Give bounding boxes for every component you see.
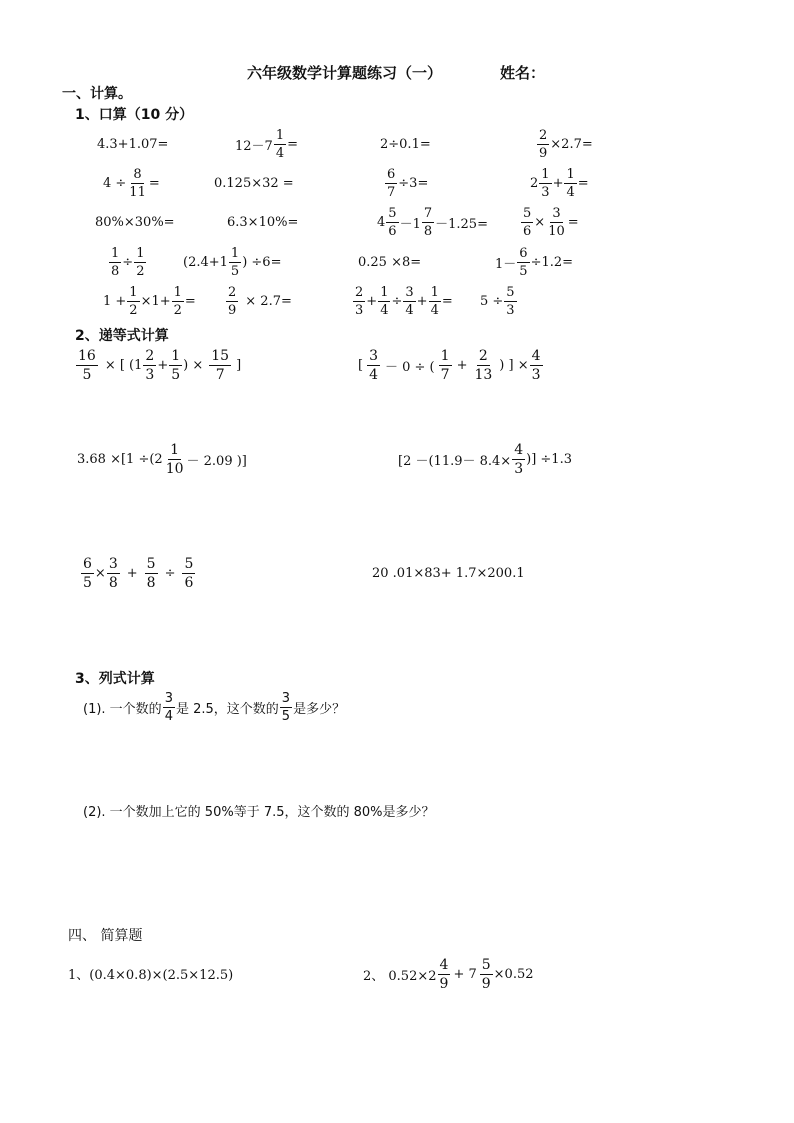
oral-r5-a bbox=[103, 281, 196, 321]
expression-text: 3 bbox=[506, 302, 515, 318]
numerator: 15 bbox=[211, 347, 230, 364]
expression-text: 5 ÷ bbox=[480, 293, 504, 309]
expression-text: 2 bbox=[539, 127, 548, 143]
stepwise-expr-3 bbox=[77, 437, 247, 481]
expression-text: × bbox=[534, 214, 546, 230]
expression-text: 3 bbox=[541, 184, 550, 200]
expression-text: 1 bbox=[566, 166, 575, 182]
oral-r4-c bbox=[358, 252, 421, 272]
expression-text: 10 bbox=[548, 223, 565, 239]
numerator: 6 bbox=[83, 555, 92, 572]
denominator: 5 bbox=[83, 574, 92, 591]
fraction bbox=[403, 286, 415, 317]
expression-text: ÷ bbox=[122, 254, 134, 270]
fraction bbox=[480, 958, 493, 991]
denominator: 4 bbox=[369, 366, 378, 383]
expression-text: 4.3+1.07= bbox=[97, 136, 169, 152]
oral-r3-d bbox=[520, 202, 579, 242]
fraction bbox=[353, 286, 365, 317]
oral-r4-d bbox=[495, 242, 573, 282]
expression-text: 4 bbox=[566, 184, 575, 200]
numerator: 4 bbox=[514, 441, 524, 458]
fraction bbox=[229, 247, 241, 278]
expression-text: 20 .01×83+ 1.7×200.1 bbox=[372, 565, 525, 581]
expression-text: = bbox=[577, 175, 589, 191]
fraction bbox=[564, 168, 576, 199]
fraction bbox=[143, 349, 156, 382]
expression-text: [2 －(11.9－ 8.4× bbox=[398, 453, 512, 469]
expression-text: ×0.52 bbox=[493, 966, 534, 982]
expression-text: ) × bbox=[183, 357, 204, 373]
simplify-problem-1 bbox=[68, 963, 233, 983]
fraction bbox=[504, 286, 516, 317]
expression-text: = bbox=[148, 175, 160, 191]
denominator: 7 bbox=[440, 366, 450, 383]
numerator: 5 bbox=[184, 555, 194, 572]
simplify-problem-2 bbox=[363, 952, 534, 996]
expression-text: 6 bbox=[387, 166, 396, 182]
expression-text: 7 bbox=[387, 184, 396, 200]
expression-text: 5 bbox=[388, 205, 397, 221]
expression-text: ×2.7= bbox=[550, 136, 593, 152]
expression-text: )] ÷1.3 bbox=[526, 451, 572, 467]
part1-heading: 1、口算（10 分） bbox=[75, 107, 194, 123]
fraction bbox=[134, 247, 146, 278]
fraction bbox=[439, 349, 452, 382]
expression-text: 2 bbox=[228, 284, 237, 300]
fraction bbox=[530, 349, 543, 382]
expression-text: 是多少？ bbox=[293, 701, 346, 717]
expression-text: 8 bbox=[111, 263, 120, 279]
expression-text: + bbox=[366, 293, 378, 309]
expression-text: 3 bbox=[552, 205, 561, 221]
fraction bbox=[367, 349, 380, 382]
oral-r4-a bbox=[108, 242, 147, 282]
fraction bbox=[164, 443, 186, 476]
oral-r5-b bbox=[225, 281, 292, 321]
section-heading-simplify: 四、 简算题 bbox=[68, 928, 143, 944]
expression-text: + bbox=[552, 175, 564, 191]
expression-text: 1 bbox=[129, 284, 138, 300]
oral-r3-a bbox=[95, 212, 175, 232]
numerator: 5 bbox=[481, 956, 491, 973]
expression-text: 1 bbox=[430, 284, 439, 300]
word-problem-1 bbox=[83, 685, 345, 729]
stepwise-expr-6 bbox=[372, 563, 525, 583]
expression-text: ÷ bbox=[391, 293, 403, 309]
expression-text: 80%×30%= bbox=[95, 214, 175, 230]
fraction bbox=[512, 443, 525, 476]
oral-r5-c bbox=[352, 281, 453, 321]
expression-text: 9 bbox=[539, 145, 548, 161]
fraction bbox=[163, 692, 175, 723]
expression-text: ) ÷6= bbox=[242, 254, 282, 270]
fraction bbox=[76, 349, 98, 382]
expression-text: 4 ÷ bbox=[103, 175, 127, 191]
expression-text: + bbox=[456, 357, 468, 373]
numerator: 2 bbox=[145, 347, 155, 364]
denominator: 5 bbox=[281, 708, 291, 724]
fraction bbox=[169, 349, 182, 382]
expression-text: × [ (1 bbox=[104, 357, 143, 373]
expression-text: (2). 一个数加上它的 50%等于 7.5，这个数的 80%是多少？ bbox=[83, 804, 435, 820]
expression-text: 12－7 bbox=[235, 138, 273, 154]
expression-text: 1 bbox=[173, 284, 182, 300]
denominator: 3 bbox=[531, 366, 541, 383]
expression-text: + bbox=[126, 565, 138, 581]
oral-r1-c bbox=[380, 134, 431, 154]
expression-text: 5 bbox=[523, 205, 532, 221]
fraction bbox=[517, 247, 529, 278]
denominator: 5 bbox=[82, 366, 92, 383]
oral-r2-b bbox=[214, 173, 294, 193]
expression-text: 4 bbox=[275, 145, 285, 161]
expression-text: 0.25 ×8= bbox=[358, 254, 422, 270]
expression-text: ) ] × bbox=[499, 357, 529, 373]
expression-text: + 7 bbox=[453, 966, 477, 982]
fraction bbox=[274, 129, 286, 160]
expression-text: 9 bbox=[228, 302, 237, 318]
expression-text: = bbox=[567, 214, 579, 230]
expression-text: + bbox=[157, 357, 169, 373]
expression-text: 1 bbox=[136, 245, 145, 261]
numerator: 3 bbox=[164, 690, 173, 706]
expression-text: 3 bbox=[405, 284, 414, 300]
expression-text: × 2.7= bbox=[245, 293, 292, 309]
name-label: 姓名： bbox=[500, 64, 546, 82]
expression-text: ÷1.2= bbox=[530, 254, 574, 270]
expression-text: 4 bbox=[405, 302, 414, 318]
numerator: 16 bbox=[78, 347, 96, 364]
section-heading-calc: 一、计算。 bbox=[62, 86, 132, 102]
denominator: 8 bbox=[108, 574, 118, 591]
expression-text: 1、(0.4×0.8)×(2.5×12.5) bbox=[68, 967, 234, 983]
expression-text: 0.125×32 = bbox=[214, 175, 294, 191]
page-title: 六年级数学计算题练习（一） bbox=[247, 64, 443, 82]
expression-text: 11 bbox=[129, 184, 146, 200]
expression-text: 1 bbox=[541, 166, 550, 182]
fraction bbox=[546, 207, 567, 238]
oral-r2-a bbox=[103, 163, 160, 203]
fraction bbox=[378, 286, 390, 317]
stepwise-expr-2 bbox=[358, 343, 544, 387]
expression-text: 6 bbox=[388, 223, 397, 239]
oral-r1-a bbox=[97, 134, 168, 154]
expression-text: 4 bbox=[377, 214, 386, 230]
fraction bbox=[422, 207, 434, 238]
expression-text: 2÷0.1= bbox=[380, 136, 431, 152]
fraction bbox=[539, 168, 551, 199]
expression-text: 8 bbox=[133, 166, 142, 182]
fraction bbox=[81, 557, 94, 590]
oral-r4-b bbox=[183, 242, 281, 282]
numerator: 3 bbox=[369, 347, 378, 364]
expression-text: 8 bbox=[423, 223, 433, 239]
word-problem-2 bbox=[83, 800, 435, 820]
fraction bbox=[385, 168, 397, 199]
expression-text: = bbox=[441, 293, 453, 309]
denominator: 7 bbox=[215, 366, 225, 383]
expression-text: 6.3×10%= bbox=[227, 214, 299, 230]
denominator: 13 bbox=[474, 366, 493, 383]
denominator: 3 bbox=[145, 366, 155, 383]
expression-text: 5 bbox=[506, 284, 515, 300]
expression-text: 2 bbox=[136, 263, 145, 279]
numerator: 4 bbox=[439, 956, 449, 973]
part3-heading: 3、列式计算 bbox=[75, 671, 155, 687]
expression-text: 2 bbox=[129, 302, 138, 318]
expression-text: － 0 ÷ ( bbox=[385, 359, 435, 375]
fraction bbox=[172, 286, 184, 317]
denominator: 5 bbox=[171, 366, 181, 383]
numerator: 1 bbox=[440, 347, 450, 364]
denominator: 10 bbox=[165, 460, 184, 477]
expression-text: 6 bbox=[523, 223, 532, 239]
denominator: 3 bbox=[514, 460, 524, 477]
fraction bbox=[226, 286, 238, 317]
fraction bbox=[537, 129, 549, 160]
denominator: 9 bbox=[481, 975, 491, 992]
oral-r1-d bbox=[536, 124, 593, 164]
numerator: 5 bbox=[146, 555, 156, 572]
expression-text: 7 bbox=[423, 205, 433, 221]
numerator: 1 bbox=[171, 347, 181, 364]
numerator: 3 bbox=[281, 690, 291, 706]
expression-text: = bbox=[184, 293, 196, 309]
expression-text: 2、 0.52×2 bbox=[363, 968, 437, 984]
stepwise-expr-1 bbox=[75, 343, 241, 387]
fraction bbox=[386, 207, 398, 238]
fraction bbox=[472, 349, 494, 382]
expression-text: = bbox=[287, 136, 299, 152]
fraction bbox=[127, 168, 148, 199]
expression-text: 4 bbox=[430, 302, 439, 318]
fraction bbox=[182, 557, 195, 590]
oral-r2-d bbox=[530, 163, 589, 203]
expression-text: 是 2.5，这个数的 bbox=[175, 701, 279, 717]
expression-text: 3 bbox=[355, 302, 364, 318]
expression-text: 3.68 ×[1 ÷(2 bbox=[77, 451, 163, 467]
expression-text: 1 + bbox=[103, 293, 127, 309]
expression-text: ×1+ bbox=[140, 293, 171, 309]
fraction bbox=[145, 557, 158, 590]
expression-text: ÷3= bbox=[398, 175, 429, 191]
expression-text: 5 bbox=[519, 263, 528, 279]
denominator: 4 bbox=[164, 708, 173, 724]
oral-r1-b bbox=[235, 124, 298, 164]
fraction bbox=[209, 349, 231, 382]
expression-text: 2 bbox=[173, 302, 182, 318]
denominator: 6 bbox=[184, 574, 194, 591]
stepwise-expr-4 bbox=[398, 437, 572, 481]
expression-text: 1 bbox=[111, 245, 120, 261]
numerator: 2 bbox=[478, 347, 488, 364]
fraction bbox=[127, 286, 139, 317]
expression-text: －1 bbox=[399, 216, 421, 232]
expression-text: 1 bbox=[275, 127, 285, 143]
expression-text: + bbox=[416, 293, 428, 309]
numerator: 4 bbox=[531, 347, 541, 364]
expression-text: × bbox=[94, 565, 106, 581]
expression-text: 4 bbox=[380, 302, 389, 318]
numerator: 3 bbox=[108, 555, 118, 572]
oral-r3-b bbox=[227, 212, 298, 232]
expression-text: (2.4+1 bbox=[183, 254, 228, 270]
expression-text: 2 bbox=[355, 284, 364, 300]
expression-text: 5 bbox=[230, 263, 240, 279]
numerator: 1 bbox=[170, 441, 180, 458]
expression-text: 1－ bbox=[495, 256, 517, 272]
fraction bbox=[109, 247, 121, 278]
expression-text: 2 bbox=[530, 175, 539, 191]
expression-text: ÷ bbox=[164, 565, 176, 581]
fraction bbox=[429, 286, 441, 317]
fraction bbox=[521, 207, 533, 238]
part2-heading: 2、递等式计算 bbox=[75, 328, 169, 344]
fraction bbox=[280, 692, 292, 723]
expression-text: (1). 一个数的 bbox=[83, 701, 162, 717]
expression-text: － 2.09 )] bbox=[186, 453, 247, 469]
fraction bbox=[107, 557, 120, 590]
expression-text: ] bbox=[236, 357, 242, 373]
oral-r5-d bbox=[480, 281, 518, 321]
stepwise-expr-5 bbox=[80, 551, 196, 595]
fraction bbox=[438, 958, 451, 991]
expression-text: 6 bbox=[519, 245, 528, 261]
oral-r3-c bbox=[377, 202, 488, 242]
denominator: 9 bbox=[439, 975, 449, 992]
expression-text: 1 bbox=[230, 245, 240, 261]
denominator: 8 bbox=[146, 574, 156, 591]
expression-text: －1.25= bbox=[435, 216, 488, 232]
oral-r2-c bbox=[384, 163, 428, 203]
expression-text: 1 bbox=[380, 284, 389, 300]
expression-text: [ bbox=[358, 357, 364, 373]
